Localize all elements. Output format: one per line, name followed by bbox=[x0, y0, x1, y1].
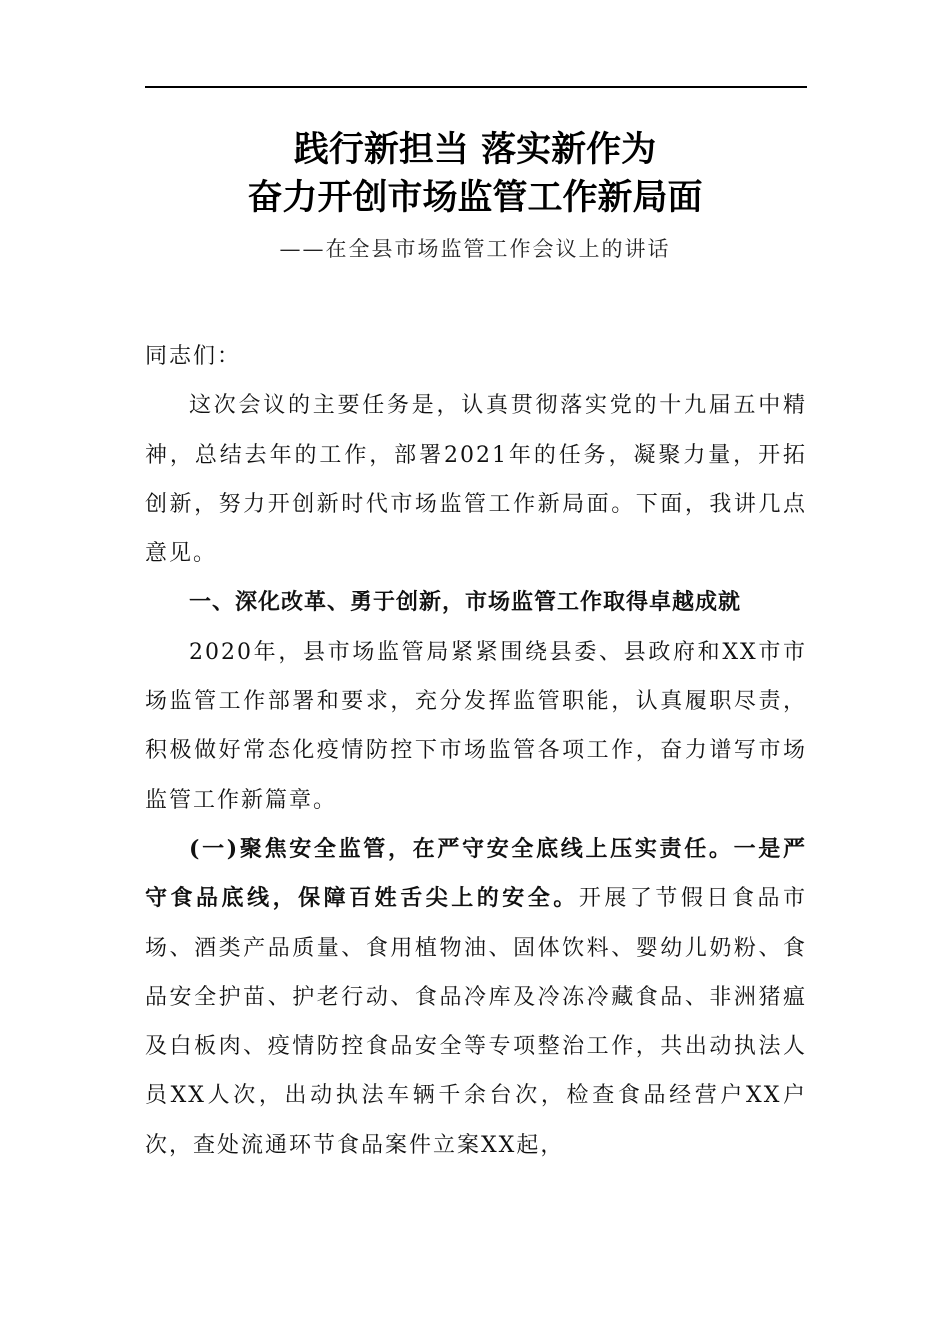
salutation: 同志们： bbox=[145, 344, 242, 369]
intro-paragraph: 这次会议的主要任务是，认真贯彻落实党的十九届五中精神，总结去年的工作，部署2021年的任务，凝聚力量，开拓创新，努力开创新时代市场监管工作新局面。下面，我讲几点意见。 bbox=[145, 393, 807, 567]
subsection-1-paragraph bbox=[145, 825, 807, 1170]
subsection-1-text: 开展了节假日食品市场、酒类产品质量、食用植物油、固体饮料、婴幼儿奶粉、食品安全护苗、护老行动、食品冷库及冷冻冷藏食品、非洲猪瘟及白板肉、疫情防控食品安全等专项整治工作，共出动执法人员XX人次，出动执法车辆千余台次，检查食品经营户XX户次，查处流通环节食品案件立案XX起， bbox=[145, 886, 807, 1158]
header-rule bbox=[145, 86, 807, 88]
section-1-paragraph: 2020年，县市场监管局紧紧围绕县委、县政府和XX市市场监管工作部署和要求，充分发挥监管职能，认真履职尽责，积极做好常态化疫情防控下市场监管各项工作，奋力谱写市场监管工作新篇章。 bbox=[145, 639, 807, 813]
title-line-1: 践行新担当 落实新作为 bbox=[293, 130, 657, 170]
title-line-2: 奋力开创市场监管工作新局面 bbox=[247, 178, 703, 218]
document-body bbox=[145, 332, 807, 1170]
subsection-1-point-1: 一是严守食品底线，保障百姓舌尖上的安全。 bbox=[145, 835, 807, 912]
section-1-heading: 一、深化改革、勇于创新，市场监管工作取得卓越成就 bbox=[189, 590, 742, 616]
subsection-1-heading: (一)聚焦安全监管，在严守安全底线上压实责任。 bbox=[189, 835, 734, 862]
subtitle: ——在全县市场监管工作会议上的讲话 bbox=[279, 237, 671, 261]
